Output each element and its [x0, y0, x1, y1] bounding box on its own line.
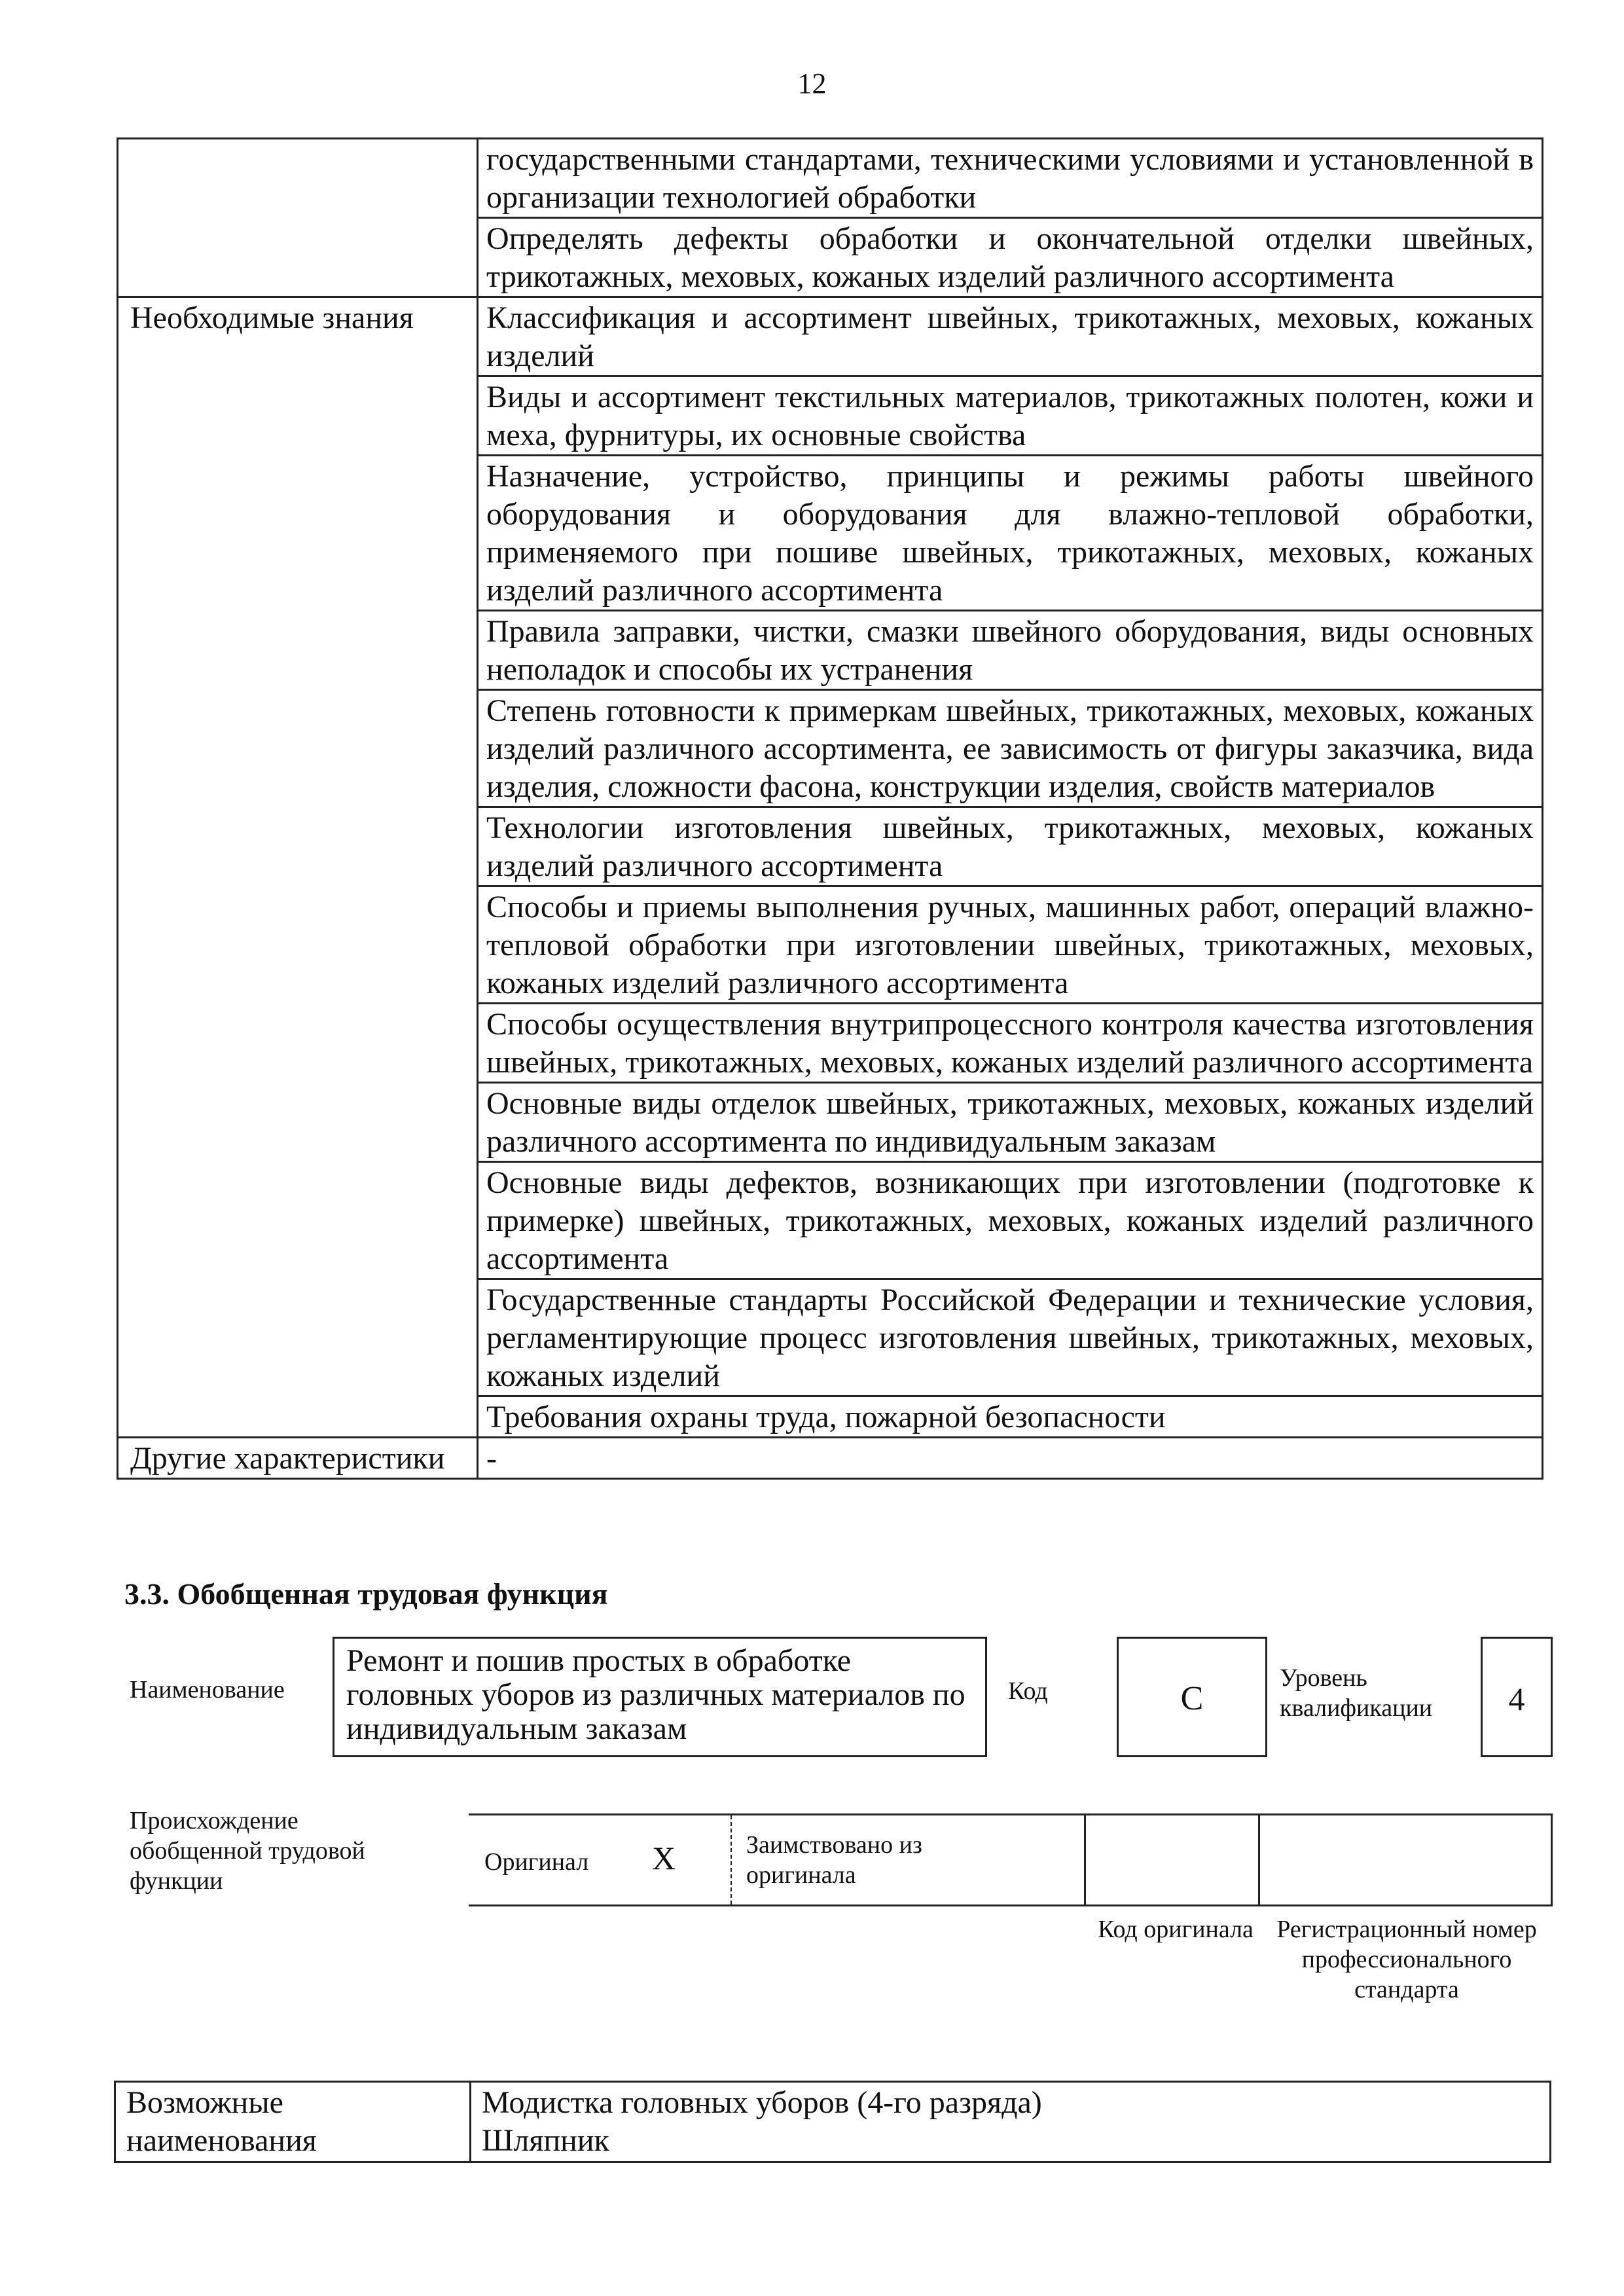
- row-text: Способы и приемы выполнения ручных, машинных работ, операций влажно-тепловой обработки при изготовлении швейных, трикотажных, меховых, кожаных изделий различного ассортимента: [478, 886, 1543, 1004]
- row-text: Правила заправки, чистки, смазки швейного оборудования, виды основных неполадок и способы их устранения: [478, 611, 1543, 690]
- other-characteristics-label: Другие характеристики: [118, 1438, 478, 1479]
- qualification-level-label: Уровень квалификации: [1280, 1664, 1433, 1722]
- original-cell: [469, 1815, 731, 1904]
- page-number: 12: [797, 67, 827, 100]
- row-text: Классификация и ассортимент швейных, трикотажных, меховых, кожаных изделий: [478, 297, 1543, 376]
- row-text: Виды и ассортимент текстильных материалов, трикотажных полотен, кожи и меха, фурнитуры, их основные свойства: [478, 376, 1543, 456]
- row-text: Определять дефекты обработки и окончательной отделки швейных, трикотажных, меховых, кожаных изделий различного ассортимента: [478, 218, 1543, 297]
- possible-name-1: Модистка головных уборов (4-го разряда): [482, 2085, 1042, 2120]
- row-text: Требования охраны труда, пожарной безопасности: [478, 1396, 1543, 1438]
- row-text: Способы осуществления внутрипроцессного контроля качества изготовления швейных, трикотажных, меховых, кожаных изделий различного ассортимента: [478, 1004, 1543, 1083]
- knowledge-table: [117, 137, 1543, 1480]
- reg-number-label: Регистрационный номер профессионального стандарта: [1276, 1916, 1537, 2003]
- possible-names-table: [114, 2081, 1551, 2163]
- reg-number-cell: [1258, 1815, 1553, 1904]
- row-text: Назначение, устройство, принципы и режимы работы швейного оборудования и оборудования для влажно-тепловой обработки, применяемого при пошиве швейных, трикотажных, меховых, кожаных изделий различного ассортимента: [478, 456, 1543, 611]
- table-row: [118, 1438, 1543, 1479]
- origin-row: [469, 1813, 1553, 1906]
- code-label: Код: [1008, 1677, 1048, 1705]
- code-original-cell: [1084, 1815, 1258, 1904]
- row-text: государственными стандартами, техническими условиями и установленной в организации технологией обработки: [478, 139, 1543, 218]
- original-label: Оригинал: [484, 1848, 589, 1876]
- possible-names-values: [471, 2082, 1551, 2162]
- name-label: Наименование: [130, 1676, 285, 1704]
- origin-label: Происхождение обобщенной трудовой функции: [130, 1807, 365, 1895]
- section-title: 3.3. Обобщенная трудовая функция: [124, 1577, 608, 1611]
- borrowed-label: Заимствовано из оригинала: [746, 1831, 922, 1889]
- possible-names-label: Возможные наименования: [115, 2082, 471, 2162]
- qualification-level-value: 4: [1481, 1637, 1553, 1757]
- row-text: -: [478, 1438, 1543, 1479]
- original-mark: X: [652, 1840, 676, 1876]
- row-label-empty: [118, 139, 478, 297]
- row-text: Технологии изготовления швейных, трикотажных, меховых, кожаных изделий различного ассортимента: [478, 807, 1543, 886]
- borrowed-cell: [731, 1815, 1084, 1904]
- table-row: [118, 297, 1543, 376]
- row-text: Государственные стандарты Российской Федерации и технические условия, регламентирующие процесс изготовления швейных, трикотажных, меховых, кожаных изделий: [478, 1279, 1543, 1396]
- knowledge-label: Необходимые знания: [118, 297, 478, 1438]
- row-text: Основные виды отделок швейных, трикотажных, меховых, кожаных изделий различного ассортимента по индивидуальным заказам: [478, 1083, 1543, 1162]
- code-value: C: [1117, 1637, 1267, 1757]
- row-text: Степень готовности к примеркам швейных, трикотажных, меховых, кожаных изделий различного ассортимента, ее зависимость от фигуры заказчика, вида изделия, сложности фасона, конструкции изделия, свойств материалов: [478, 690, 1543, 807]
- code-original-label: Код оригинала: [1098, 1916, 1254, 1943]
- function-name-box: Ремонт и пошив простых в обработке головных уборов из различных материалов по индивидуальным заказам: [333, 1637, 987, 1757]
- possible-name-2: Шляпник: [482, 2123, 609, 2158]
- table-row: [118, 139, 1543, 218]
- row-text: Основные виды дефектов, возникающих при изготовлении (подготовке к примерке) швейных, трикотажных, меховых, кожаных изделий различного ассортимента: [478, 1162, 1543, 1279]
